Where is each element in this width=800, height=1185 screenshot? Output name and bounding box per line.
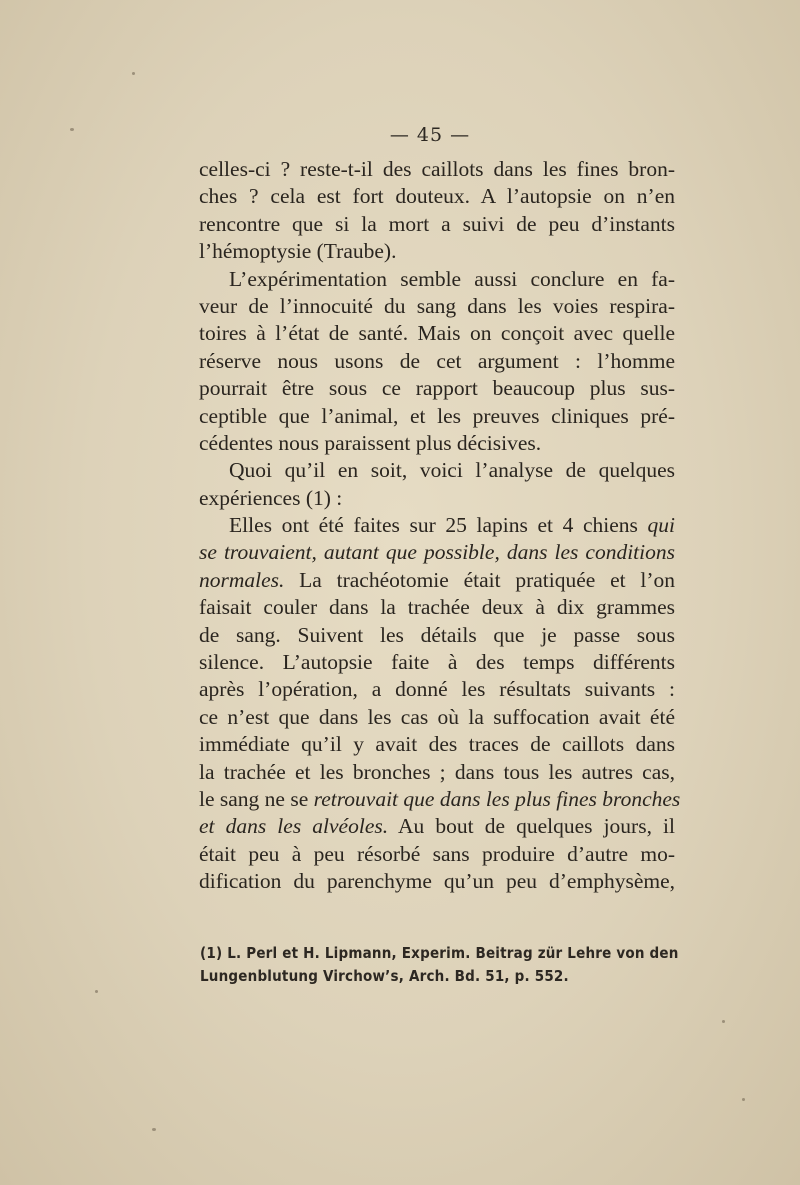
text-line [199, 759, 675, 786]
text-line [199, 293, 675, 320]
footnote-line: (1) L. Perl et H. Lipmann, Experim. Beitrag zür Lehre von den [200, 944, 679, 962]
text-line [199, 676, 675, 703]
text-line [199, 841, 675, 868]
text-run: expériences (1) : [199, 485, 343, 510]
text-run: L’expérimentation semble aussi conclure en fa- [229, 266, 675, 291]
text-line [199, 704, 675, 731]
text-line [199, 539, 675, 566]
text-run: La trachéotomie était pratiquée et l’on [284, 567, 675, 592]
text-line [199, 731, 675, 758]
text-line [199, 183, 675, 210]
text-line [199, 649, 675, 676]
text-line [199, 320, 675, 347]
text-run: pourrait être sous ce rapport beaucoup plus sus- [199, 376, 675, 401]
text-line [199, 485, 675, 512]
text-run: était peu à peu résorbé sans produire d’autre mo- [199, 841, 675, 866]
text-line [199, 238, 675, 265]
paper-speck [132, 72, 135, 75]
text-run: silence. L’autopsie faite à des temps différents [199, 650, 675, 675]
text-run: de sang. Suivent les détails que je passe sous [199, 622, 675, 647]
text-run: ce n’est que dans les cas où la suffocation avait été [199, 704, 675, 729]
text-run: Elles ont été faites sur 25 lapins et 4 chiens [229, 513, 648, 538]
text-line [199, 156, 675, 183]
page-number: — 45 — [389, 124, 471, 146]
text-run: réserve nous usons de cet argument : l’homme [199, 348, 675, 373]
text-run: le sang ne se [199, 786, 314, 811]
text-run: faisait couler dans la trachée deux à dix grammes [199, 595, 675, 620]
text-line [199, 567, 675, 594]
paper-speck [722, 1020, 725, 1023]
text-run: veur de l’innocuité du sang dans les voies respira- [199, 293, 675, 318]
text-run: Au bout de quelques jours, il [388, 814, 675, 839]
paper-speck [95, 990, 98, 993]
text-run: dification du parenchyme qu’un peu d’emphysème, [199, 869, 675, 894]
text-line [199, 813, 675, 840]
italic-text: se trouvaient, autant que possible, dans les conditions [199, 540, 675, 565]
text-run: la trachée et les bronches ; dans tous les autres cas, [199, 759, 675, 784]
text-run: ches ? cela est fort douteux. A l’autopsie on n’en [199, 184, 675, 209]
text-run: Quoi qu’il en soit, voici l’analyse de quelques [229, 458, 675, 483]
text-run: ceptible que l’animal, et les preuves cliniques pré- [199, 403, 675, 428]
italic-text: qui [647, 513, 675, 538]
paper-speck [742, 1098, 745, 1101]
body-text [199, 156, 681, 896]
footnote-line: Lungenblutung Virchow’s, Arch. Bd. 51, p. 552. [200, 967, 569, 985]
italic-text: retrouvait que dans les plus fines bronches [313, 786, 681, 811]
text-line [199, 266, 675, 293]
text-line [199, 457, 675, 484]
text-line [199, 430, 675, 457]
paper-speck [152, 1128, 156, 1131]
italic-text: et dans les alvéoles. [199, 814, 389, 839]
text-line [199, 786, 681, 813]
text-line [199, 594, 675, 621]
text-line [199, 403, 675, 430]
text-run: immédiate qu’il y avait des traces de caillots dans [199, 732, 675, 757]
text-run: après l’opération, a donné les résultats suivants : [199, 677, 675, 702]
paper-speck [70, 128, 74, 131]
text-line [199, 868, 675, 895]
text-run: celles-ci ? reste-t-il des caillots dans les fines bron- [199, 157, 675, 181]
text-run: l’hémoptysie (Traube). [199, 239, 397, 264]
footnote [200, 942, 678, 988]
text-line [199, 348, 675, 375]
text-run: rencontre que si la mort a suivi de peu d’instants [199, 211, 675, 236]
text-run: cédentes nous paraissent plus décisives. [199, 430, 542, 455]
text-line [199, 622, 675, 649]
italic-text: normales. [199, 567, 285, 592]
text-run: toires à l’état de santé. Mais on conçoit avec quelle [199, 321, 675, 346]
text-line [199, 512, 675, 539]
text-line [199, 375, 675, 402]
text-line [199, 211, 675, 238]
